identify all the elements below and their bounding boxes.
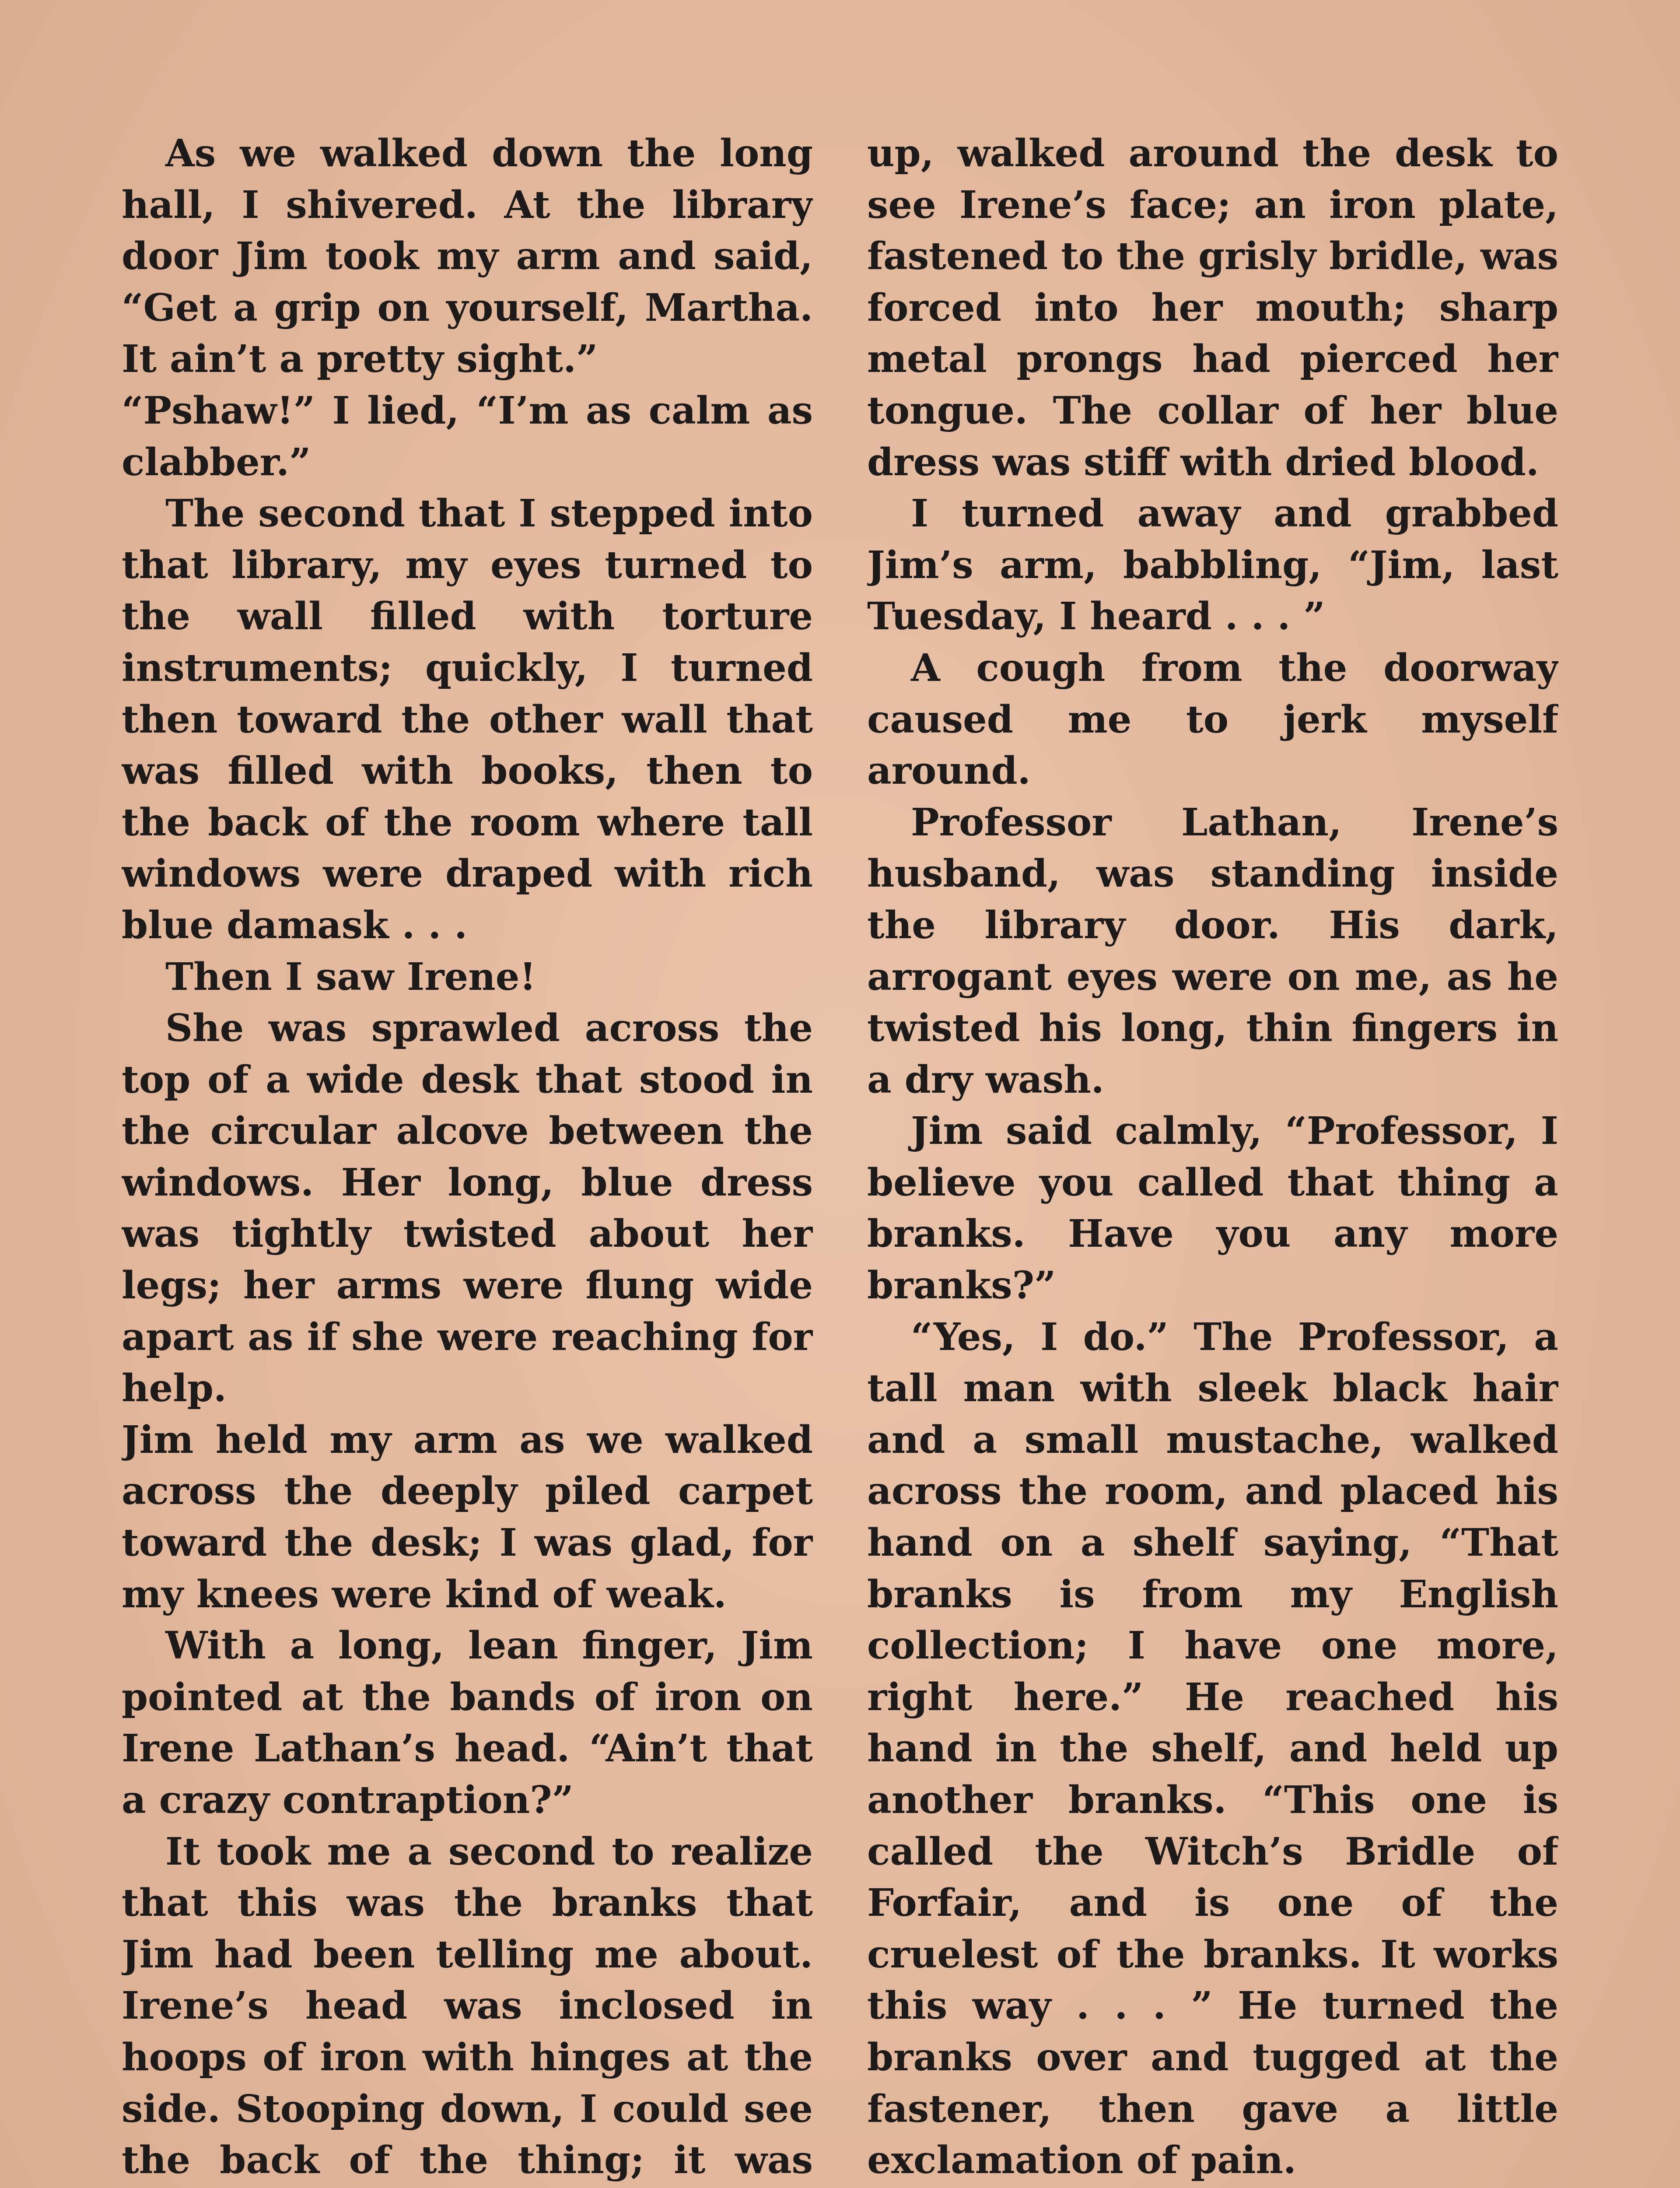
paragraph: A cough from the doorway caused me to jerk myself around.	[867, 645, 1558, 793]
paragraph: She was sprawled across the top of a wide desk that stood in the circular alcove between the windows. Her long, blue dress was tightly twisted about her legs; her arms were flung wide apart as if she were reaching for help.	[122, 1006, 813, 1411]
left-text-column	[122, 128, 813, 2188]
paragraph: Then I saw Irene!	[165, 954, 536, 999]
paragraph: “Pshaw!” I lied, “I’m as calm as clabber.”	[122, 388, 813, 484]
paragraph: With a long, lean finger, Jim pointed at the bands of iron on Irene Lathan’s head. “Ain’t that a crazy contraption?”	[122, 1623, 813, 1822]
paragraph: It took me a second to realize that this was the branks that Jim had been telling me about. Irene’s head was inclosed in hoops of iron with hinges at the side. Stooping down, I could see the back of the thing; it was	[122, 1829, 813, 2183]
paragraph: up, walked around the desk to see Irene’s face; an iron plate, fastened to the grisly bridle, was forced into her mouth; sharp metal prongs had pierced her tongue. The collar of her blue dress was stiff with dried blood.	[867, 131, 1558, 484]
paragraph: As we walked down the long hall, I shivered. At the library door Jim took my arm and said, “Get a grip on yourself, Martha. It ain’t a pretty sight.”	[122, 131, 813, 382]
paragraph: Professor Lathan, Irene’s husband, was standing inside the library door. His dark, arrogant eyes were on me, as he twisted his long, thin fingers in a dry wash.	[867, 800, 1558, 1102]
paragraph: I turned away and grabbed Jim’s arm, babbling, “Jim, last Tuesday, I heard . . . ”	[867, 491, 1558, 639]
paragraph: Jim said calmly, “Professor, I believe you called that thing a branks. Have you any more branks?”	[867, 1109, 1558, 1308]
paragraph: “Yes, I do.” The Professor, a tall man with sleek black hair and a small mustache, walked across the room, and placed his hand on a shelf saying, “That branks is from my English collection; I have one more, right here.” He reached his hand in the shelf, and held up another branks. “This one is called the Witch’s Bridle of Forfair, and is one of the cruelest of the branks. It works this way . . . ” He turned the branks over and tugged at the fastener, then gave a little exclamation of pain.	[867, 1315, 1558, 2183]
paragraph: The second that I stepped into that library, my eyes turned to the wall filled with torture instruments; quickly, I turned then toward the other wall that was filled with books, then to the back of the room where tall windows were draped with rich blue damask . . .	[122, 491, 813, 947]
paragraph: Jim held my arm as we walked across the deeply piled carpet toward the desk; I was glad, for my knees were kind of weak.	[122, 1417, 813, 1616]
right-text-column	[867, 128, 1558, 2188]
paragraph	[867, 2186, 1558, 2188]
